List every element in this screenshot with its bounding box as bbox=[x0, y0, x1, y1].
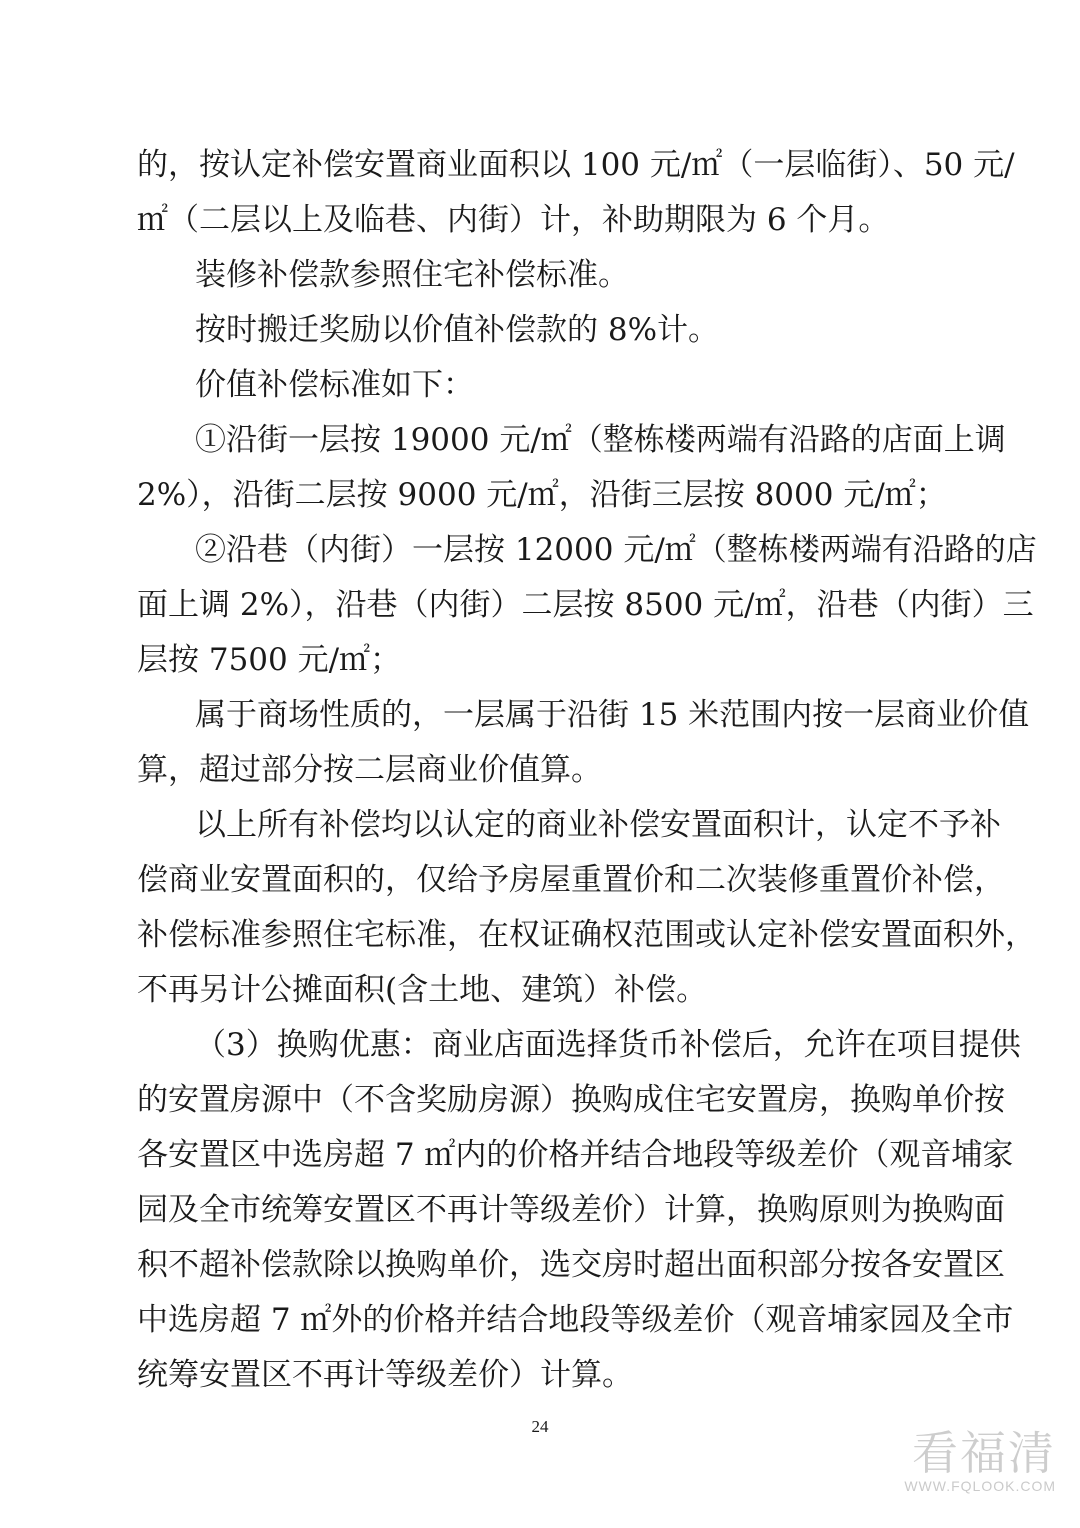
page-number: 24 bbox=[531, 1417, 549, 1436]
text-line: ㎡（二层以上及临巷、内街）计，补助期限为 6 个月。 bbox=[137, 202, 890, 238]
text-line: （3）换购优惠：商业店面选择货币补偿后，允许在项目提供 bbox=[195, 1027, 1021, 1063]
watermark-brand: 看福清 bbox=[912, 1426, 1056, 1480]
text-line: 中选房超 7 ㎡外的价格并结合地段等级差价（观音埔家园及全市 bbox=[137, 1302, 1014, 1338]
text-line: 的安置房源中（不含奖励房源）换购成住宅安置房，换购单价按 bbox=[137, 1082, 1005, 1118]
text-line: 层按 7500 元/㎡； bbox=[137, 642, 402, 678]
text-line: 装修补偿款参照住宅补偿标准。 bbox=[195, 257, 629, 293]
text-line: ①沿街一层按 19000 元/㎡（整栋楼两端有沿路的店面上调 bbox=[195, 422, 1006, 458]
text-line: 偿商业安置面积的，仅给予房屋重置价和二次装修重置价补偿， bbox=[137, 862, 1005, 898]
text-line: 按时搬迁奖励以价值补偿款的 8%计。 bbox=[195, 312, 720, 348]
watermark bbox=[904, 1428, 1056, 1494]
text-line: 2%），沿街二层按 9000 元/㎡，沿街三层按 8000 元/㎡； bbox=[137, 477, 947, 513]
text-line: 各安置区中选房超 7 ㎡内的价格并结合地段等级差价（观音埔家 bbox=[137, 1137, 1014, 1173]
text-line: 以上所有补偿均以认定的商业补偿安置面积计，认定不予补 bbox=[195, 807, 1001, 843]
text-line: 园及全市统筹安置区不再计等级差价）计算，换购原则为换购面 bbox=[137, 1192, 1005, 1228]
text-line: 统筹安置区不再计等级差价）计算。 bbox=[137, 1357, 633, 1393]
text-line: 面上调 2%），沿巷（内街）二层按 8500 元/㎡，沿巷（内街）三 bbox=[137, 587, 1034, 623]
watermark-url: WWW.FQLOOK.COM bbox=[904, 1478, 1056, 1494]
text-line: 积不超补偿款除以换购单价，选交房时超出面积部分按各安置区 bbox=[137, 1247, 1005, 1283]
text-line: 不再另计公摊面积(含土地、建筑）补偿。 bbox=[137, 972, 708, 1008]
text-line: 的，按认定补偿安置商业面积以 100 元/㎡（一层临街）、50 元/ bbox=[137, 147, 1015, 183]
text-line: 价值补偿标准如下： bbox=[195, 367, 474, 403]
text-line: ②沿巷（内街）一层按 12000 元/㎡（整栋楼两端有沿路的店 bbox=[195, 532, 1037, 568]
text-line: 属于商场性质的，一层属于沿街 15 米范围内按一层商业价值 bbox=[195, 697, 1030, 733]
text-line: 算，超过部分按二层商业价值算。 bbox=[137, 752, 602, 788]
text-line: 补偿标准参照住宅标准，在权证确权范围或认定补偿安置面积外， bbox=[137, 917, 1036, 953]
